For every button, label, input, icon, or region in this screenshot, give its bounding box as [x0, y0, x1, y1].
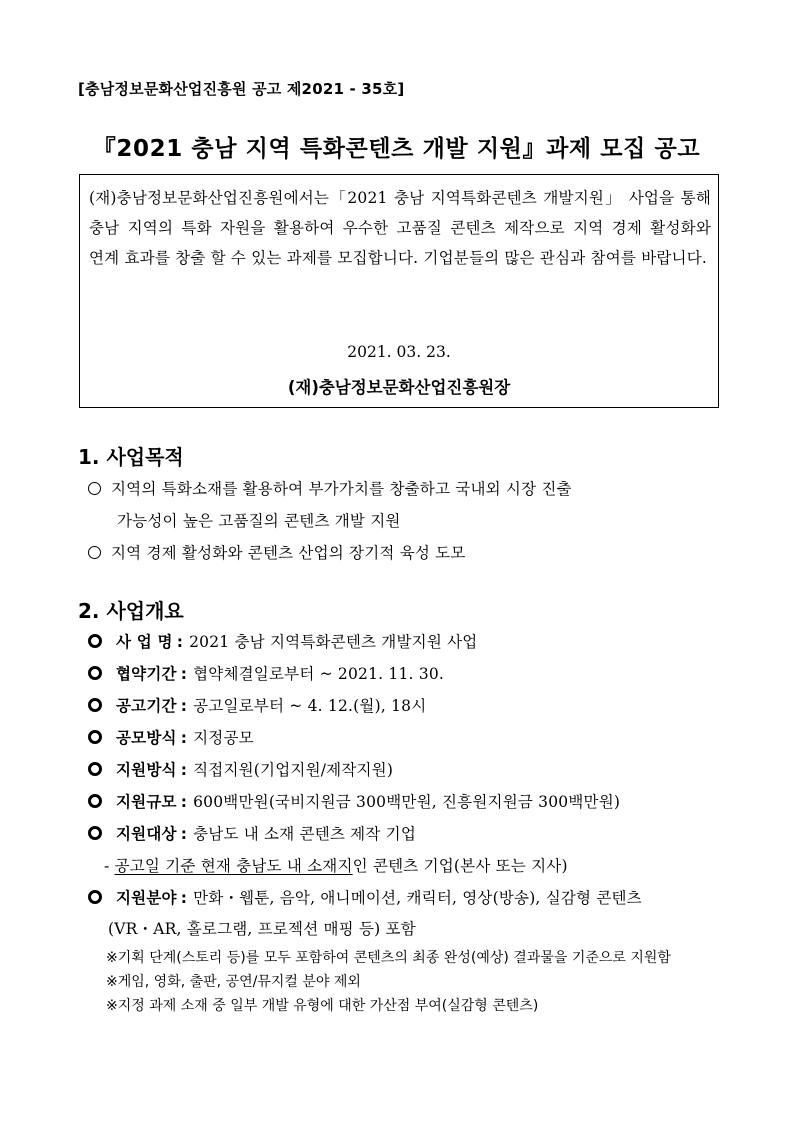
bold-circle-bullet-icon [88, 698, 102, 712]
purpose-bullet-1-text: 지역의 특화소재를 활용하여 부가가치를 창출하고 국내외 시장 진출 [111, 480, 572, 498]
note-2: ※게임, 영화, 출판, 공연/뮤지컬 분야 제외 [106, 974, 361, 990]
overview-item-support-target: 지원대상 : 충남도 내 소재 콘텐츠 제작 기업 [88, 818, 416, 850]
overview-item-agreement-period: 협약기간 : 협약체결일로부터 ~ 2021. 11. 30. [88, 658, 444, 690]
overview-label: 지원규모 [116, 793, 177, 811]
intro-text: (재)충남정보문화산업진흥원에서는「2021 충남 지역특화콘텐츠 개발지원」 사업을 통해 충남 지역의 특화 자원을 활용하여 우수한 고품질 콘텐츠 제작으로 지역 경제 활성화와 연계 효과를 창출 할 수 있는 과제를 모집합니다. 기업분들의 많은 관심과 참여를 바랍니다. [89, 189, 711, 267]
bold-circle-bullet-icon [88, 826, 102, 840]
circle-bullet-icon [88, 482, 101, 495]
overview-label: 공모방식 [116, 729, 177, 747]
intro-signature: (재)충남정보문화산업진흥원장 [287, 378, 511, 397]
overview-label: 사 업 명 [116, 633, 173, 651]
section-overview-heading: 2. 사업개요 [78, 599, 184, 623]
page-title: 『2021 충남 지역 특화콘텐츠 개발 지원』과제 모집 공고 [92, 136, 701, 162]
dash-marker: - [104, 857, 110, 875]
bold-circle-bullet-icon [88, 794, 102, 808]
overview-item-support-method: 지원방식 : 직접지원(기업지원/제작지원) [88, 754, 393, 786]
overview-item-support-scale: 지원규모 : 600백만원(국비지원금 300백만원, 진흥원지원금 300백만원) [88, 786, 620, 818]
bold-circle-bullet-icon [88, 730, 102, 744]
overview-value: 충남도 내 소재 콘텐츠 제작 기업 [193, 825, 416, 843]
note-3: ※지정 과제 소재 중 일부 개발 유형에 대한 가산점 부여(실감형 콘텐츠) [106, 998, 539, 1014]
intro-box [79, 174, 719, 408]
support-field-continuation: (VR・AR, 홀로그램, 프로젝션 매핑 등) 포함 [108, 920, 416, 938]
overview-label: 지원방식 [116, 761, 177, 779]
overview-value: 협약체결일로부터 ~ 2021. 11. 30. [193, 665, 445, 683]
overview-item-support-field: 지원분야 : 만화・웹툰, 음악, 애니메이션, 캐릭터, 영상(방송), 실감형 콘텐츠 [88, 882, 642, 914]
intro-date: 2021. 03. 23. [347, 343, 451, 361]
bold-circle-bullet-icon [88, 666, 102, 680]
purpose-bullet-1 [88, 473, 572, 505]
purpose-bullet-1-continuation: 가능성이 높은 고품질의 콘텐츠 개발 지원 [117, 512, 401, 530]
purpose-bullet-2-text: 지역 경제 활성화와 콘텐츠 산업의 장기적 육성 도모 [111, 544, 466, 562]
overview-item-notice-period: 공고기간 : 공고일로부터 ~ 4. 12.(월), 18시 [88, 690, 426, 722]
overview-label: 공고기간 [116, 697, 177, 715]
overview-value: 2021 충남 지역특화콘텐츠 개발지원 사업 [189, 633, 478, 651]
bold-circle-bullet-icon [88, 762, 102, 776]
support-target-detail [104, 850, 568, 882]
bold-circle-bullet-icon [88, 890, 102, 904]
overview-label: 협약기간 [116, 665, 177, 683]
notice-number: [충남정보문화산업진흥원 공고 제2021 - 35호] [78, 80, 405, 98]
support-target-rest: 인 콘텐츠 기업(본사 또는 지사) [352, 857, 568, 875]
circle-bullet-icon [88, 546, 101, 559]
overview-item-project-name: 사 업 명 : 2021 충남 지역특화콘텐츠 개발지원 사업 [88, 626, 477, 658]
overview-value: 만화・웹툰, 음악, 애니메이션, 캐릭터, 영상(방송), 실감형 콘텐츠 [193, 889, 642, 907]
overview-item-application-method: 공모방식 : 지정공모 [88, 722, 254, 754]
overview-label: 지원대상 [116, 825, 177, 843]
purpose-bullet-2 [88, 537, 466, 569]
support-target-underlined: 공고일 기준 현재 충남도 내 소재지 [114, 857, 353, 875]
overview-value: 600백만원(국비지원금 300백만원, 진흥원지원금 300백만원) [193, 793, 621, 811]
note-1: ※기획 단계(스토리 등)를 모두 포함하여 콘텐츠의 최종 완성(예상) 결과물을 기준으로 지원함 [106, 950, 671, 966]
overview-value: 직접지원(기업지원/제작지원) [193, 761, 394, 779]
overview-label: 지원분야 [116, 889, 177, 907]
overview-value: 지정공모 [193, 729, 254, 747]
overview-value: 공고일로부터 ~ 4. 12.(월), 18시 [193, 697, 427, 715]
bold-circle-bullet-icon [88, 634, 102, 648]
section-purpose-heading: 1. 사업목적 [78, 445, 184, 469]
